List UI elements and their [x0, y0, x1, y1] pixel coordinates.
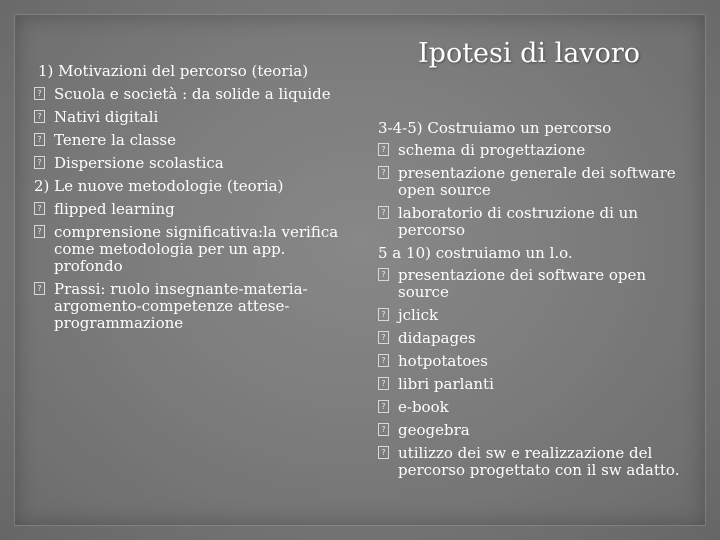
list-item: ? Tenere la classe: [34, 132, 352, 149]
missing-glyph-box-icon: ?: [34, 156, 45, 169]
missing-glyph-box-icon: ?: [34, 110, 45, 123]
missing-glyph-box-icon: ?: [34, 87, 45, 100]
section-heading-lo: 5 a 10) costruiamo un l.o.: [378, 244, 573, 262]
missing-glyph-box-icon: ?: [378, 166, 389, 179]
left-column: [34, 63, 352, 338]
missing-glyph-box-icon: ?: [378, 268, 389, 281]
list-item: ? Dispersione scolastica: [34, 155, 352, 172]
list-item: ? Scuola e società : da solide a liquide: [34, 86, 352, 103]
list-item: ? Nativi digitali: [34, 109, 352, 126]
missing-glyph-box-icon: ?: [378, 446, 389, 459]
missing-glyph-box-icon: ?: [378, 400, 389, 413]
list-item: ? flipped learning: [34, 201, 352, 218]
section-heading-motivazioni: 1) Motivazioni del percorso (teoria): [38, 62, 309, 80]
missing-glyph-box-icon: ?: [34, 133, 45, 146]
list-item: ? utilizzo dei sw e realizzazione del percorso progettato con il sw adatto.: [378, 445, 690, 479]
slide-title: Ipotesi di lavoro: [418, 38, 641, 69]
list-item: ? laboratorio di costruzione di un percorso: [378, 205, 690, 239]
missing-glyph-box-icon: ?: [378, 423, 389, 436]
list-item: ? schema di progettazione: [378, 142, 690, 159]
list-item: ? e-book: [378, 399, 690, 416]
section-heading-percorso: 3-4-5) Costruiamo un percorso: [378, 119, 612, 137]
right-column: [378, 120, 690, 485]
list-item: ? didapages: [378, 330, 690, 347]
missing-glyph-box-icon: ?: [34, 282, 45, 295]
list-item: ? presentazione generale dei software open source: [378, 165, 690, 199]
missing-glyph-box-icon: ?: [34, 202, 45, 215]
missing-glyph-box-icon: ?: [34, 225, 45, 238]
list-item: ? presentazione dei software open source: [378, 267, 690, 301]
missing-glyph-box-icon: ?: [378, 308, 389, 321]
list-item: ? geogebra: [378, 422, 690, 439]
list-item: ? libri parlanti: [378, 376, 690, 393]
missing-glyph-box-icon: ?: [378, 331, 389, 344]
missing-glyph-box-icon: ?: [378, 143, 389, 156]
list-item: ? hotpotatoes: [378, 353, 690, 370]
missing-glyph-box-icon: ?: [378, 206, 389, 219]
list-item: ? Prassi: ruolo insegnante-materia-argomento-competenze attese-programmazione: [34, 281, 352, 332]
section-heading-metodologie: 2) Le nuove metodologie (teoria): [34, 177, 284, 195]
missing-glyph-box-icon: ?: [378, 377, 389, 390]
list-item: ? jclick: [378, 307, 690, 324]
list-item: ? comprensione significativa:la verifica come metodologia per un app. profondo: [34, 224, 352, 275]
missing-glyph-box-icon: ?: [378, 354, 389, 367]
